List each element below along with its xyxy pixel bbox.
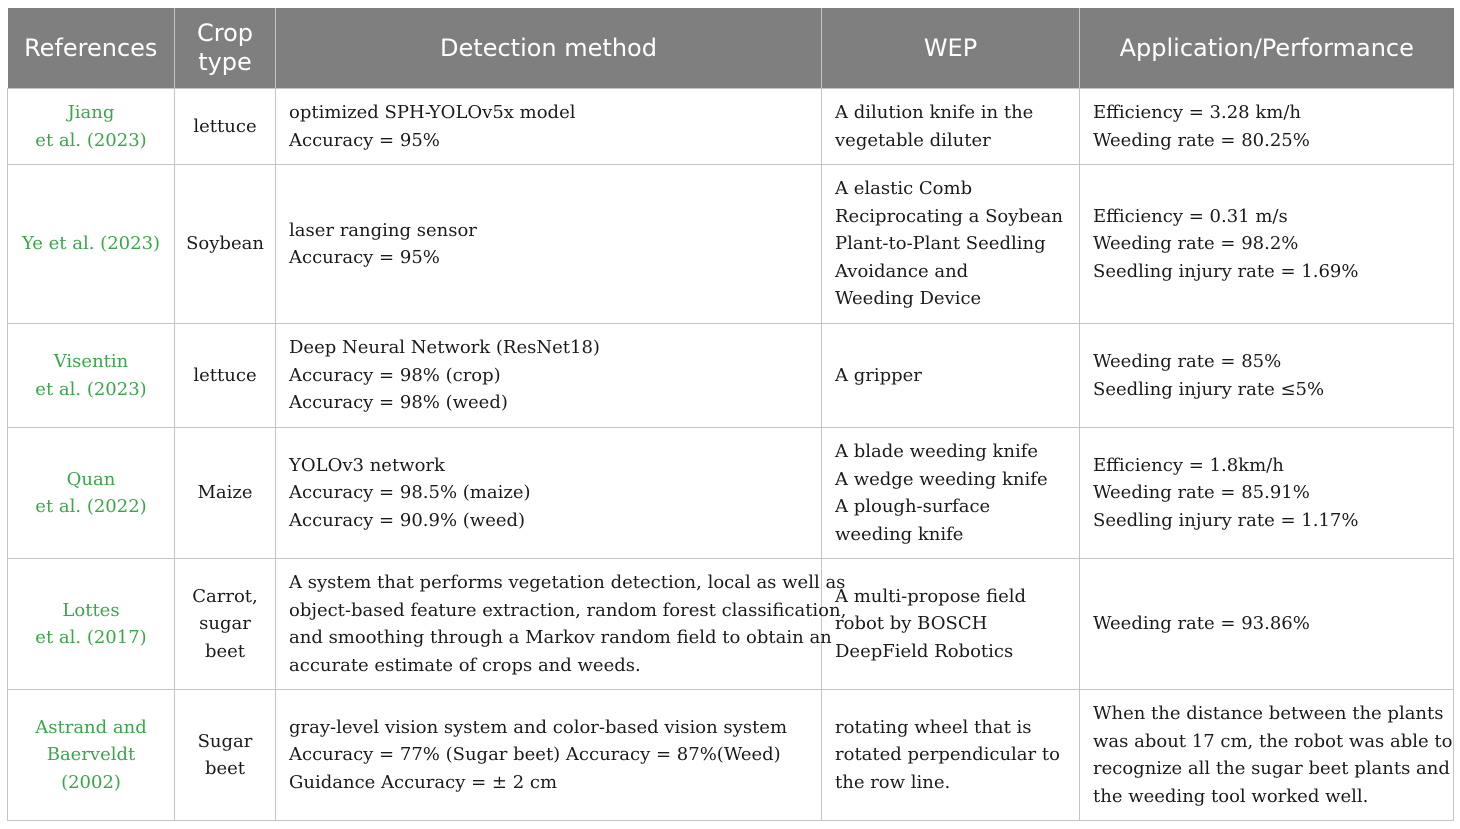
detection-method-cell (276, 559, 847, 690)
wep-text: A gripper (835, 364, 922, 386)
detection-method-text: gray-level vision system and color-based vision system (289, 716, 788, 738)
header-references: References (8, 8, 175, 89)
reference-link[interactable]: (2002) (61, 771, 121, 793)
performance-text: Seedling injury rate = 1.17% (1093, 509, 1359, 531)
table-row (8, 690, 1454, 821)
wep-text: the row line. (835, 771, 951, 793)
wep-text: Plant-to-Plant Seedling (835, 233, 1046, 255)
table-row (8, 324, 1454, 428)
detection-method-text: Accuracy = 95% (289, 129, 440, 151)
wep-text: A blade weeding knife (835, 441, 1039, 462)
performance-cell (1080, 428, 1454, 559)
wep-text: DeepField Robotics (835, 640, 1014, 662)
performance-text: was about 17 cm, the robot was able to (1093, 730, 1453, 752)
wep-cell (822, 559, 1080, 690)
reference-cell (8, 165, 175, 324)
crop-type-text: Carrot, (192, 585, 258, 607)
table-row (8, 428, 1454, 559)
wep-cell (822, 165, 1080, 324)
wep-text: rotating wheel that is (835, 716, 1032, 738)
performance-text: Weeding rate = 85.91% (1093, 482, 1310, 504)
reference-link[interactable]: Lottes (62, 599, 120, 621)
detection-method-cell (276, 89, 822, 165)
detection-method-text: Deep Neural Network (ResNet18) (289, 337, 600, 359)
header-row (8, 8, 1454, 89)
detection-method-text: Accuracy = 98% (weed) (289, 392, 508, 414)
detection-method-text: Accuracy = 77% (Sugar beet) Accuracy = 87%(Weed) (289, 744, 781, 766)
wep-text: A elastic Comb (835, 178, 973, 200)
wep-text: vegetable diluter (835, 129, 991, 151)
reference-link[interactable]: Quan (66, 468, 116, 490)
performance-cell (1080, 690, 1454, 821)
weeding-methods-table (7, 8, 1454, 821)
reference-link[interactable]: Visentin (53, 351, 129, 372)
header-detection-method: Detection method (276, 8, 822, 89)
table-row (8, 89, 1454, 165)
reference-cell (8, 428, 175, 559)
performance-cell (1080, 559, 1454, 690)
reference-link[interactable]: et al. (2017) (35, 627, 147, 648)
detection-method-cell (276, 690, 822, 821)
detection-method-cell (276, 428, 822, 559)
crop-type-cell (175, 89, 276, 165)
performance-text: Efficiency = 3.28 km/h (1093, 102, 1301, 123)
detection-method-text: and smoothing through a Markov random field to obtain an (289, 627, 832, 648)
detection-method-text: YOLOv3 network (289, 454, 445, 476)
crop-type-cell (175, 324, 276, 428)
wep-text: A dilution knife in the (835, 102, 1034, 123)
detection-method-text: Accuracy = 90.9% (weed) (289, 509, 526, 531)
header-wep: WEP (822, 8, 1080, 89)
performance-text: Weeding rate = 80.25% (1093, 129, 1310, 151)
crop-type-text: lettuce (193, 115, 257, 137)
wep-text: A multi-propose field (835, 585, 1027, 607)
wep-text: weeding knife (835, 523, 964, 545)
table-row (8, 165, 1454, 324)
crop-type-cell (175, 428, 276, 559)
table-row (8, 559, 1454, 690)
reference-cell (8, 559, 175, 690)
wep-text: robot by BOSCH (835, 613, 988, 635)
detection-method-text: Accuracy = 98% (crop) (289, 364, 501, 386)
detection-method-text: object-based feature extraction, random forest classification, (289, 599, 847, 621)
wep-text: A plough-surface (835, 496, 991, 517)
wep-cell (822, 690, 1080, 821)
performance-text: Weeding rate = 85% (1093, 351, 1282, 372)
reference-link[interactable]: et al. (2023) (35, 129, 147, 151)
performance-cell (1080, 165, 1454, 324)
detection-method-text: Accuracy = 98.5% (maize) (289, 482, 531, 504)
reference-link[interactable]: Astrand and (35, 716, 147, 738)
detection-method-text: A system that performs vegetation detection, local as well as (289, 572, 846, 593)
crop-type-cell (175, 165, 276, 324)
reference-cell (8, 324, 175, 428)
detection-method-text: optimized SPH-YOLOv5x model (289, 102, 576, 123)
performance-text: When the distance between the plants (1093, 703, 1444, 724)
crop-type-text: sugar (199, 613, 251, 635)
crop-type-text: lettuce (193, 364, 257, 386)
performance-text: Efficiency = 1.8km/h (1093, 454, 1284, 476)
crop-type-text: Maize (197, 482, 253, 504)
detection-method-text: laser ranging sensor (289, 219, 477, 241)
performance-cell (1080, 89, 1454, 165)
detection-method-cell (276, 165, 822, 324)
header-crop-type: Crop type (175, 8, 276, 89)
performance-text: Weeding rate = 98.2% (1093, 233, 1299, 255)
detection-method-text: Guidance Accuracy = ± 2 cm (289, 771, 558, 793)
wep-text: A wedge weeding knife (835, 468, 1048, 490)
performance-text: Seedling injury rate ≤5% (1093, 378, 1325, 400)
wep-cell (822, 428, 1080, 559)
crop-type-text: Soybean (186, 233, 264, 255)
performance-text: the weeding tool worked well. (1093, 785, 1369, 807)
reference-link[interactable]: Ye et al. (2023) (21, 233, 161, 255)
wep-text: Weeding Device (835, 288, 982, 310)
reference-link[interactable]: et al. (2023) (35, 378, 147, 400)
reference-cell (8, 89, 175, 165)
crop-type-cell (175, 559, 276, 690)
wep-text: Reciprocating a Soybean (835, 205, 1063, 227)
crop-type-text: Sugar (197, 730, 253, 752)
reference-link[interactable]: et al. (2022) (35, 496, 147, 517)
wep-cell (822, 89, 1080, 165)
performance-text: recognize all the sugar beet plants and (1093, 758, 1450, 779)
reference-link[interactable]: Jiang (67, 102, 115, 123)
crop-type-cell (175, 690, 276, 821)
performance-cell (1080, 324, 1454, 428)
detection-method-text: accurate estimate of crops and weeds. (289, 654, 641, 676)
comparison-table-container (7, 8, 1453, 821)
wep-cell (822, 324, 1080, 428)
crop-type-text: beet (204, 640, 246, 662)
header-application-performance: Application/Performance (1080, 8, 1454, 89)
performance-text: Weeding rate = 93.86% (1093, 613, 1310, 635)
reference-link[interactable]: Baerveldt (46, 744, 136, 766)
reference-cell (8, 690, 175, 821)
performance-text: Seedling injury rate = 1.69% (1093, 260, 1359, 282)
detection-method-text: Accuracy = 95% (289, 247, 440, 268)
crop-type-text: beet (204, 758, 246, 779)
wep-text: Avoidance and (835, 260, 969, 282)
performance-text: Efficiency = 0.31 m/s (1093, 205, 1288, 227)
detection-method-cell (276, 324, 822, 428)
wep-text: rotated perpendicular to (835, 744, 1060, 766)
